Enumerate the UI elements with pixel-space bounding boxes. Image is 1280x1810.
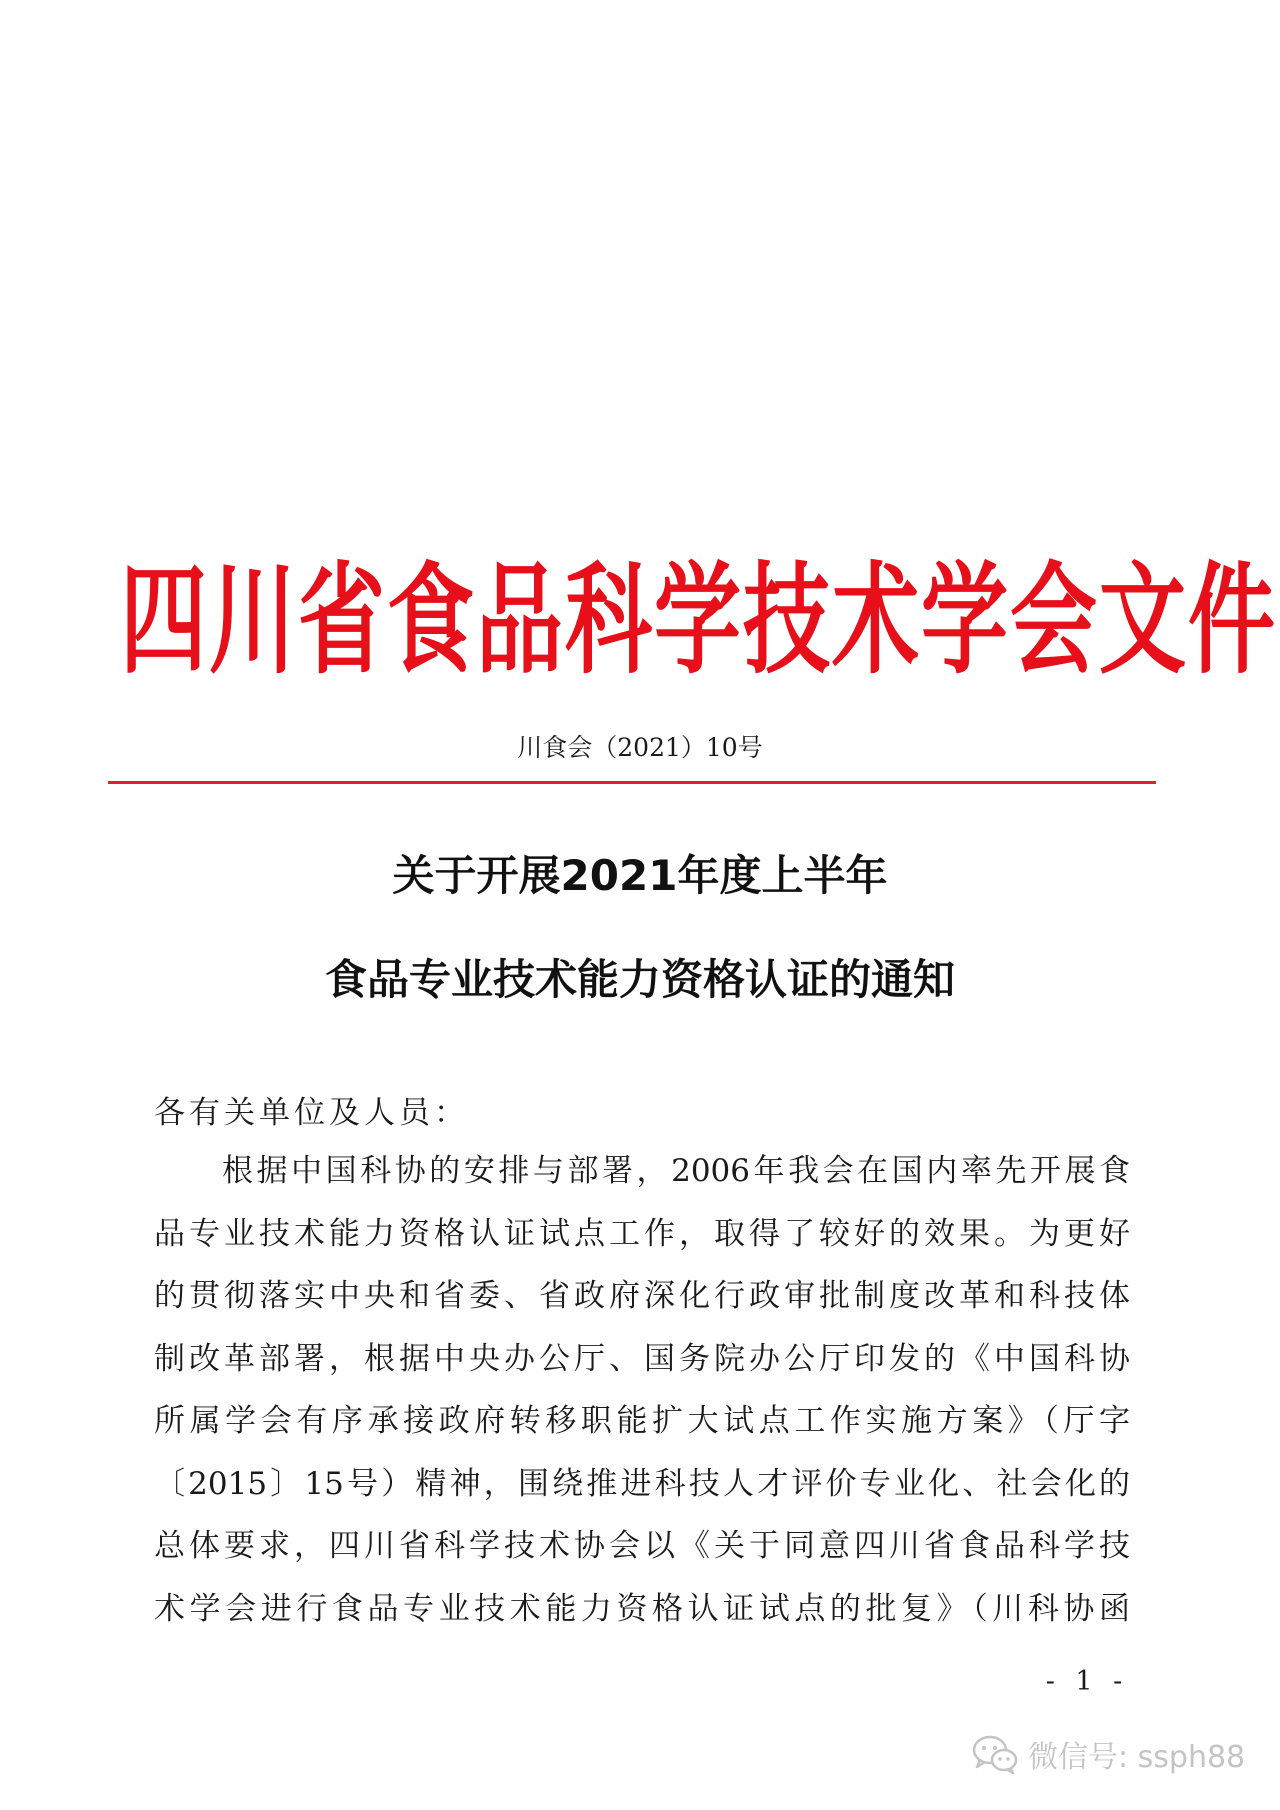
body-line: 总体要求，四川省科学技术协会以《关于同意四川省食品科学技 xyxy=(154,1528,1130,1564)
wechat-icon xyxy=(972,1734,1018,1774)
body-line: 根据中国科协的安排与部署，2006年我会在国内率先开展食 xyxy=(222,1153,1130,1189)
body-paragraph xyxy=(154,1140,1130,1640)
body-line: 品专业技术能力资格认证试点工作，取得了较好的效果。为更好 xyxy=(154,1215,1130,1252)
document-number: 川食会（2021）10号 xyxy=(517,733,763,762)
page-number: - 1 - xyxy=(1045,1666,1129,1697)
salutation: 各有关单位及人员： xyxy=(154,1095,469,1131)
notice-title-line-1: 关于开展2021年度上半年 xyxy=(392,851,888,900)
red-divider-line xyxy=(108,781,1156,784)
body-line: 制改革部署，根据中央办公厅、国务院办公厅印发的《中国科协 xyxy=(154,1340,1130,1377)
body-line: 术学会进行食品专业技术能力资格认证试点的批复》（川科协函 xyxy=(154,1590,1130,1627)
watermark-text: 微信号: ssph88 xyxy=(1028,1740,1246,1775)
body-line: 〔2015〕15号）精神，围绕推进科技人才评价专业化、社会化的 xyxy=(154,1465,1130,1502)
body-line: 所属学会有序承接政府转移职能扩大试点工作实施方案》（厅字 xyxy=(154,1403,1130,1439)
notice-title-line-2: 食品专业技术能力资格认证的通知 xyxy=(324,955,955,1004)
body-line: 的贯彻落实中央和省委、省政府深化行政审批制度改革和科技体 xyxy=(154,1278,1130,1314)
organization-header-title: 四川省食品科学技术学会文件 xyxy=(120,549,1277,691)
wechat-watermark xyxy=(972,1731,1245,1777)
